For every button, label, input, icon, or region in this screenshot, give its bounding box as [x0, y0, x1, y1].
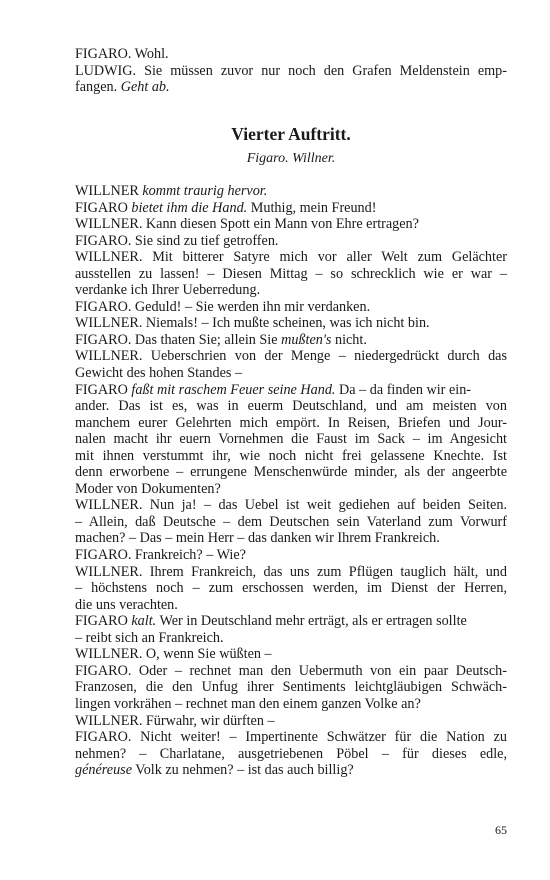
text-line	[75, 663, 507, 680]
text-line	[75, 613, 507, 630]
text-line	[75, 282, 507, 299]
line-text: – höchstens noch – zum erschossen werden, im Dienst der Herren,	[75, 580, 507, 597]
line-text: FIGARO. Sie sind zu tief getroffen.	[75, 232, 279, 249]
text-line	[75, 580, 507, 597]
text-line	[75, 481, 507, 498]
line-text: fangen.	[75, 79, 121, 96]
line-text: WILLNER. Niemals! – Ich mußte scheinen, was ich nicht bin.	[75, 315, 430, 332]
line-text: FIGARO. Das thaten Sie; allein Sie	[75, 331, 282, 348]
text-line	[75, 564, 507, 581]
text-line	[75, 729, 507, 746]
line-text: Wer in Deutschland mehr erträgt, als er ertragen sollte	[156, 613, 467, 630]
line-text: FIGARO. Frankreich? – Wie?	[75, 547, 246, 564]
line-text: FIGARO	[75, 613, 132, 630]
stage-direction: Geht ab.	[120, 79, 170, 96]
line-text: Da – da finden wir ein-	[335, 381, 472, 398]
text-line	[75, 497, 507, 514]
text-line	[75, 348, 507, 365]
text-line	[75, 216, 507, 233]
text-line	[75, 315, 507, 332]
line-text: FIGARO. Wohl.	[75, 46, 169, 62]
line-text: FIGARO. Oder – rechnet man den Uebermuth von ein paar Deutsch-	[75, 662, 507, 679]
line-text: mit ihnen verstummt ihr, wie noch nicht frei gelassene Knechte. Ist	[75, 447, 507, 464]
stage-direction: faßt mit raschem Feuer seine Hand.	[131, 381, 336, 398]
line-text: die uns verachten.	[75, 596, 178, 613]
text-line	[75, 398, 507, 415]
text-line	[75, 630, 507, 647]
text-line	[75, 762, 507, 779]
line-text: ander. Das ist es, was in euerm Deutschland, und am meisten von	[75, 398, 507, 415]
text-line	[75, 464, 507, 481]
line-text: Gewicht des hohen Standes –	[75, 365, 243, 382]
page-number: 65	[495, 823, 507, 837]
line-text: FIGARO	[75, 199, 132, 216]
line-text: nehmen? – Charlatane, ausgetriebenen Pöbel – für dieses edle,	[75, 745, 507, 762]
line-text: WILLNER. Nun ja! – das Uebel ist weit gediehen auf beiden Seiten.	[75, 497, 507, 514]
line-text: FIGARO. Geduld! – Sie werden ihn mir verdanken.	[75, 298, 371, 315]
text-line	[75, 382, 507, 399]
stage-direction: kommt traurig hervor.	[142, 183, 268, 199]
line-text: lingen vorkrähen – rechnet man den einem ganzen Volke an?	[75, 695, 421, 712]
line-text: WILLNER. Ihrem Frankreich, das uns zum Pflügen tauglich hält, und	[75, 563, 507, 580]
line-text: FIGARO. Nicht weiter! – Impertinente Schwätzer für die Nation zu	[75, 729, 507, 746]
top-dialogue	[75, 46, 507, 96]
line-text: denn erworbene – errungene Menschenwürde minder, als der angeerbte	[75, 464, 507, 481]
stage-direction: kalt.	[131, 613, 157, 630]
text-line	[75, 679, 507, 696]
line-text: Moder von Dokumenten?	[75, 480, 221, 497]
line-text: LUDWIG. Sie müssen zuvor nur noch den Grafen Meldenstein emp-	[75, 62, 507, 79]
stage-direction: mußten's	[281, 331, 332, 348]
line-text: Franzosen, die den Unfug ihrer Sentiments leichtgläubigen Schwäch-	[75, 679, 507, 696]
scene-cast: Figaro. Willner.	[246, 151, 336, 166]
text-line	[75, 233, 507, 250]
text-line	[75, 299, 507, 316]
line-text: WILLNER. Ueberschrien von der Menge – niedergedrückt durch das	[75, 348, 507, 365]
line-text: ausstellen zu lassen! – Diesen Mittag – so schrecklich wie er war –	[75, 265, 507, 282]
stage-direction: généreuse	[75, 762, 132, 779]
line-text: machen? – Das – mein Herr – das danken wir Ihrem Frankreich.	[75, 530, 440, 547]
line-text: WILLNER. Fürwahr, wir dürften –	[75, 712, 275, 729]
text-line	[75, 266, 507, 283]
text-line	[75, 365, 507, 382]
line-text: WILLNER	[75, 183, 143, 199]
text-line	[75, 79, 507, 96]
line-text: WILLNER. Mit bitterer Satyre mich vor aller Welt zum Gelächter	[75, 249, 507, 266]
line-text: nicht.	[331, 331, 367, 348]
line-text: WILLNER. O, wenn Sie wüßten –	[75, 646, 272, 663]
text-line	[75, 431, 507, 448]
text-line	[75, 200, 507, 217]
line-text: manchem eurer Gelehrten mich empört. In Reisen, Briefen und Jour-	[75, 414, 507, 431]
stage-direction: bietet ihm die Hand.	[131, 199, 248, 216]
text-line	[75, 547, 507, 564]
line-text: Volk zu nehmen? – ist das auch billig?	[132, 762, 354, 779]
text-line	[75, 530, 507, 547]
text-line	[75, 415, 507, 432]
text-line	[75, 183, 507, 200]
text-line	[75, 514, 507, 531]
line-text: WILLNER. Kann diesen Spott ein Mann von Ehre ertragen?	[75, 216, 419, 233]
text-line	[75, 713, 507, 730]
text-line	[75, 46, 507, 63]
text-line	[75, 63, 507, 80]
line-text: verdanke ich Ihrer Ueberredung.	[75, 282, 261, 299]
text-line	[75, 597, 507, 614]
text-line	[75, 696, 507, 713]
dialogue-block	[75, 183, 507, 779]
line-text: – reibt sich an Frankreich.	[75, 629, 224, 646]
text-line	[75, 249, 507, 266]
text-line	[75, 646, 507, 663]
line-text: FIGARO	[75, 381, 132, 398]
line-text: nalen macht ihr euern Vornehmen die Faust im Sack – im Angesicht	[75, 431, 507, 448]
line-text: – Allein, daß Deutsche – dem Deutschen sein Vaterland zum Vorwurf	[75, 513, 507, 530]
line-text: Muthig, mein Freund!	[247, 199, 377, 216]
scene-heading: Vierter Auftritt.	[231, 124, 351, 144]
text-line	[75, 448, 507, 465]
text-line	[75, 746, 507, 763]
text-line	[75, 332, 507, 349]
